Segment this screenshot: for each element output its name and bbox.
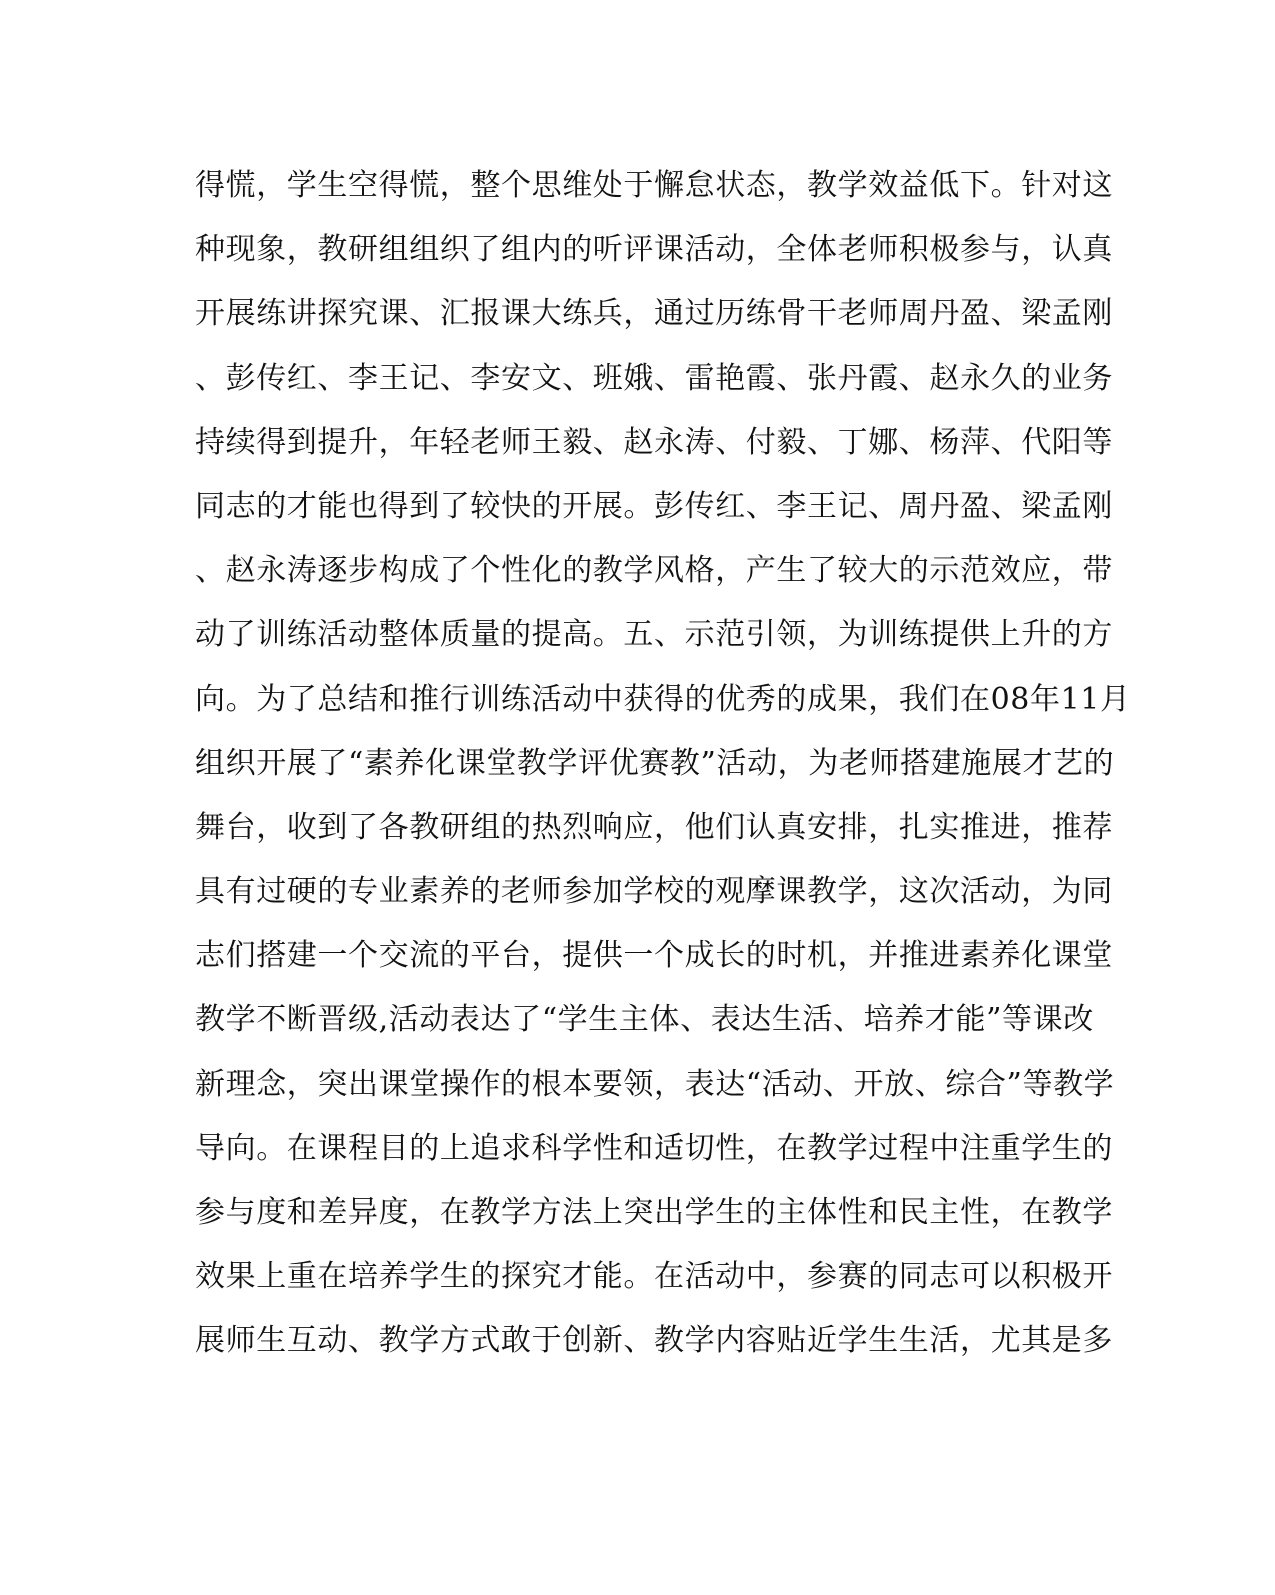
text-line: 舞台，收到了各教研组的热烈响应，他们认真安排，扎实推进，推荐 — [195, 809, 1113, 845]
text-line: 、赵永涛逐步构成了个性化的教学风格，产生了较大的示范效应，带 — [195, 553, 1113, 589]
text-line: 新理念，突出课堂操作的根本要领，表达“活动、开放、综合”等教学 — [195, 1066, 1115, 1102]
text-line: 参与度和差异度，在教学方法上突出学生的主体性和民主性，在教学 — [195, 1195, 1113, 1230]
text-line: 开展练讲探究课、汇报课大练兵，通过历练骨干老师周丹盈、梁孟刚 — [195, 296, 1113, 332]
text-line: 导向。在课程目的上追求科学性和适切性，在教学过程中注重学生的 — [195, 1130, 1113, 1166]
text-line: 志们搭建一个交流的平台，提供一个成长的时机，并推进素养化课堂 — [195, 938, 1113, 974]
text-line: 效果上重在培养学生的探究才能。在活动中，参赛的同志可以积极开 — [195, 1259, 1113, 1295]
text-line: 同志的才能也得到了较快的开展。彭传红、李王记、周丹盈、梁孟刚 — [195, 488, 1113, 524]
text-line: 得慌，学生空得慌，整个思维处于懈怠状态，教学效益低下。针对这 — [195, 168, 1113, 203]
text-line: 、彭传红、李王记、李安文、班娥、雷艳霞、张丹霞、赵永久的业务 — [195, 360, 1113, 396]
text-line: 持续得到提升，年轻老师王毅、赵永涛、付毅、丁娜、杨萍、代阳等 — [195, 424, 1113, 460]
text-line: 组织开展了“素养化课堂教学评优赛教”活动，为老师搭建施展才艺的 — [195, 745, 1115, 781]
body-text — [195, 160, 1131, 1380]
text-line: 教学不断晋级,活动表达了“学生主体、表达生活、培养才能”等课改 — [195, 1002, 1094, 1038]
text-line: 动了训练活动整体质量的提高。五、示范引领，为训练提供上升的方 — [195, 617, 1113, 653]
text-line: 展师生互动、教学方式敢于创新、教学内容贴近学生生活，尤其是多 — [195, 1323, 1113, 1359]
text-line: 种现象，教研组组织了组内的听评课活动，全体老师积极参与，认真 — [195, 232, 1113, 268]
text-line: 向。为了总结和推行训练活动中获得的优秀的成果，我们在08年11月 — [195, 681, 1131, 717]
text-line: 具有过硬的专业素养的老师参加学校的观摩课教学，这次活动，为同 — [195, 874, 1113, 910]
